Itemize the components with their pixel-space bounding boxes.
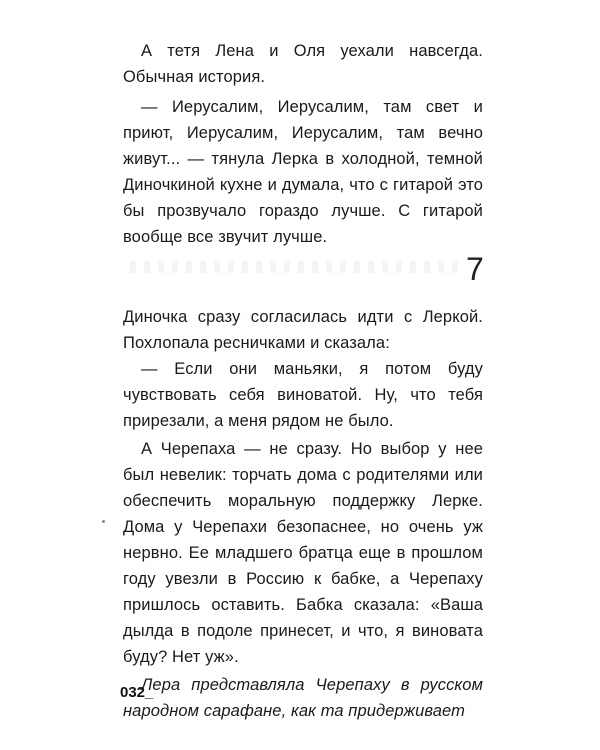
paragraph: А Черепаха — не сразу. Но выбор у нее был невелик: торчать дома с родителями или обеспечить моральную поддержку Лерке. Дома у Черепахи безопаснее, но очень уж нервно. Ее младшего братца еще в прошлом году увезли в Россию к бабке, а Черепаху пришлось оставить. Бабка сказала: «Ваша дылда в подоле принесет, и что, я виновата буду? Нет уж».	[123, 440, 483, 666]
top-text-section	[123, 38, 483, 250]
paragraph: А тетя Лена и Оля уехали навсегда. Обычная история.	[123, 42, 483, 86]
page-number: 032_	[120, 684, 154, 701]
paragraph: — Если они маньяки, я потом буду чувствовать себя виноватой. Ну, что тебя прирезали, а меня рядом не было.	[123, 360, 483, 430]
paragraph: Лера представляла Черепаху в русском народном сарафане, как та придерживает	[123, 676, 483, 720]
paragraph: Диночка сразу согласилась идти с Леркой. Похлопала ресничками и сказала:	[123, 308, 483, 352]
scan-artifact	[130, 261, 460, 273]
bottom-text-section	[123, 304, 483, 724]
chapter-number: 7	[466, 251, 484, 287]
scan-dot	[102, 520, 105, 523]
paragraph: — Иерусалим, Иерусалим, там свет и приют, Иерусалим, Иерусалим, там вечно живут... — тянула Лерка в холодной, темной Диночкиной кухне и думала, что с гитарой это бы прозвучало гораздо лучше. С гитарой вообще все звучит лучше.	[123, 98, 483, 246]
